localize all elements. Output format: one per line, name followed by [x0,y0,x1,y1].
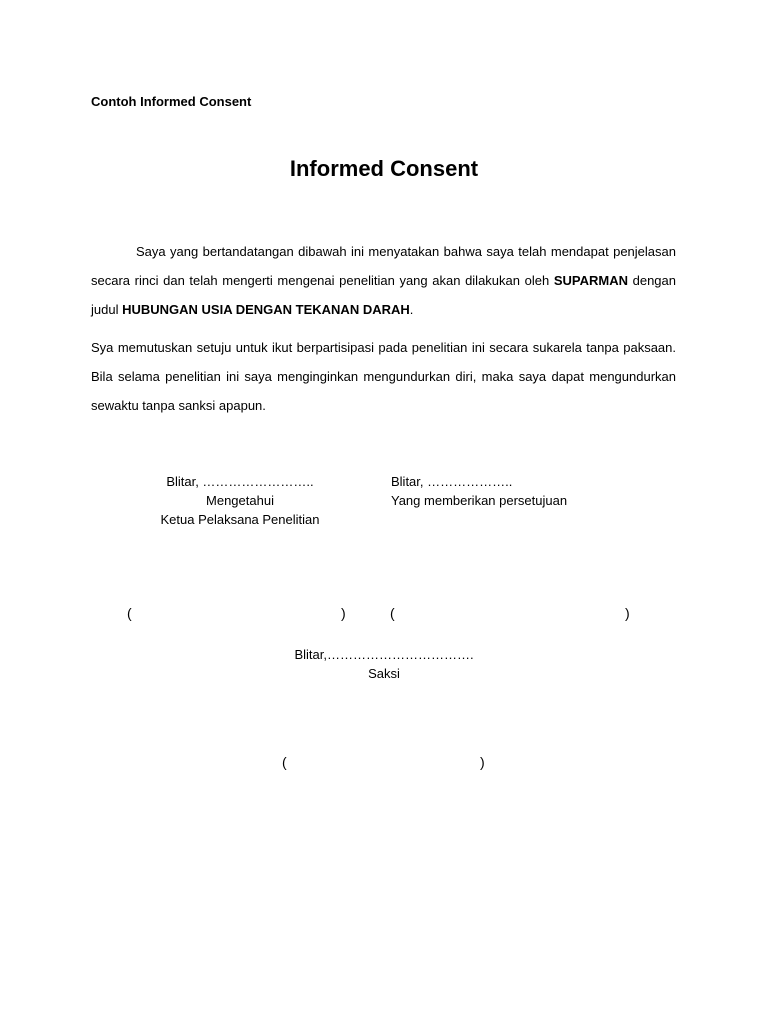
participant-role: Yang memberikan persetujuan [391,493,568,508]
researcher-signature-paren-close: ) [341,605,346,621]
witness-signature-paren-close: ) [480,754,485,770]
paragraph-1-text-c: . [409,302,414,317]
research-title: HUBUNGAN USIA DENGAN TEKANAN DARAH [122,302,410,317]
document-title: Informed Consent [289,156,479,181]
signature-block-researcher [130,472,350,529]
participant-signature-paren-open: ( [390,605,395,621]
signature-block-witness [0,645,768,683]
researcher-signature-paren-open: ( [127,605,132,621]
witness-role: Saksi [368,666,400,681]
consent-paragraph-1 [91,237,676,324]
participant-signature-paren-close: ) [625,605,630,621]
paragraph-1-text-b: dengan judul [91,273,676,317]
participant-place-date: Blitar, ……………….. [391,474,513,489]
researcher-role: Ketua Pelaksana Penelitian [160,512,320,527]
document-label: Contoh Informed Consent [91,94,252,109]
paragraph-1-text-a: Saya yang bertandatangan dibawah ini menyatakan bahwa saya telah mendapat penjelasan secara rinci dan telah mengerti mengenai penelitian yang akan dilakukan oleh [91,244,676,288]
witness-signature-paren-open: ( [282,754,287,770]
researcher-name: SUPARMAN [553,273,628,288]
researcher-place-date: Blitar, …………………….. [166,474,314,489]
researcher-acknowledge: Mengetahui [206,493,274,508]
witness-place-date: Blitar,……………………………. [294,647,474,662]
signature-block-participant [391,472,567,510]
consent-paragraph-2: Sya memutuskan setuju untuk ikut berpartisipasi pada penelitian ini secara sukarela tanpa paksaan. Bila selama penelitian ini saya menginginkan mengundurkan diri, maka saya dapat mengundurkan sewaktu tanpa sanksi apapun. [91,340,676,413]
